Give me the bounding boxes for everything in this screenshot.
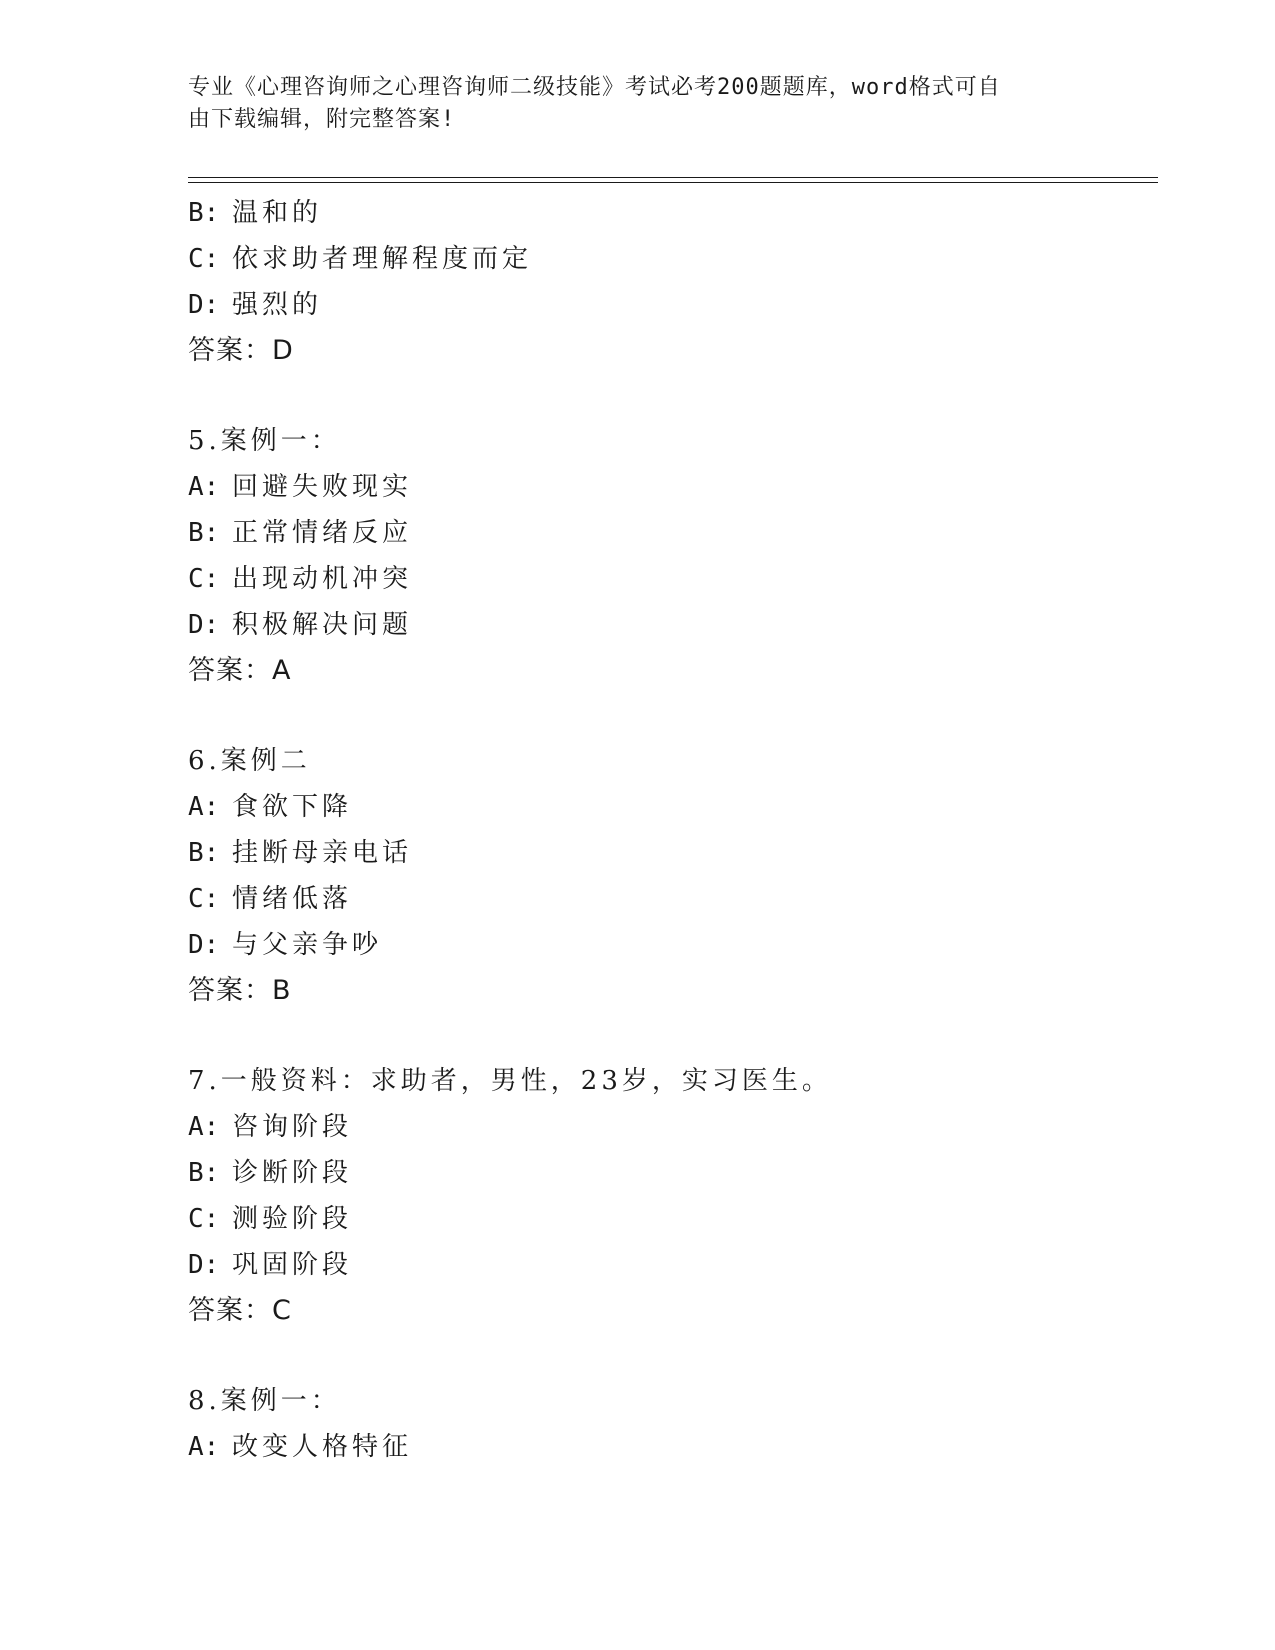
question-6	[188, 738, 1148, 1014]
option-text: 出现动机冲突	[232, 564, 413, 594]
option-text: 测验阶段	[232, 1204, 353, 1234]
option-b	[188, 190, 1148, 236]
option-text: 诊断阶段	[232, 1158, 353, 1188]
option-text: 食欲下降	[232, 792, 353, 822]
option-key: A:	[188, 1112, 220, 1142]
answer-line: 答案：C	[188, 1295, 292, 1326]
option-c	[188, 876, 1148, 922]
option-b	[188, 1150, 1148, 1196]
option-key: A:	[188, 472, 220, 502]
document-header	[188, 72, 1088, 136]
option-text: 依求助者理解程度而定	[232, 244, 533, 274]
option-text: 情绪低落	[232, 884, 353, 914]
option-text: 强烈的	[232, 290, 323, 320]
option-d	[188, 922, 1148, 968]
option-key: B:	[188, 1158, 220, 1188]
option-text: 与父亲争吵	[232, 930, 383, 960]
header-line-1: 专业《心理咨询师之心理咨询师二级技能》考试必考200题题库，word格式可自	[188, 75, 1001, 100]
option-a	[188, 1104, 1148, 1150]
option-text: 挂断母亲电话	[232, 838, 413, 868]
answer-line: 答案：A	[188, 655, 292, 686]
option-b	[188, 510, 1148, 556]
option-key: B:	[188, 518, 220, 548]
option-text: 咨询阶段	[232, 1112, 353, 1142]
option-a	[188, 464, 1148, 510]
option-d	[188, 1242, 1148, 1288]
option-a	[188, 1424, 1148, 1470]
question-partial	[188, 190, 1148, 374]
header-divider-bottom	[188, 182, 1158, 183]
question-5	[188, 418, 1148, 694]
option-d	[188, 602, 1148, 648]
option-c	[188, 236, 1148, 282]
option-key: D:	[188, 930, 220, 960]
question-title: 6.案例二	[188, 746, 311, 776]
question-8	[188, 1378, 1148, 1470]
option-text: 温和的	[232, 198, 323, 228]
question-title: 5.案例一：	[188, 426, 341, 456]
header-divider-top	[188, 177, 1158, 178]
option-text: 巩固阶段	[232, 1250, 353, 1280]
option-key: B:	[188, 198, 220, 228]
option-key: A:	[188, 1432, 220, 1462]
answer-line: 答案：B	[188, 975, 292, 1006]
option-c	[188, 556, 1148, 602]
answer-line: 答案：D	[188, 335, 294, 366]
option-key: D:	[188, 290, 220, 320]
option-key: D:	[188, 1250, 220, 1280]
question-list	[188, 190, 1148, 1470]
option-text: 积极解决问题	[232, 610, 413, 640]
option-key: D:	[188, 610, 220, 640]
option-key: C:	[188, 564, 220, 594]
question-title: 7.一般资料：求助者，男性，23岁，实习医生。	[188, 1066, 832, 1096]
option-text: 回避失败现实	[232, 472, 413, 502]
option-key: B:	[188, 838, 220, 868]
option-a	[188, 784, 1148, 830]
question-title: 8.案例一：	[188, 1386, 341, 1416]
option-text: 改变人格特征	[232, 1432, 413, 1462]
option-key: A:	[188, 792, 220, 822]
option-key: C:	[188, 244, 220, 274]
option-text: 正常情绪反应	[232, 518, 413, 548]
header-line-2: 由下载编辑，附完整答案!	[188, 107, 456, 132]
option-key: C:	[188, 884, 220, 914]
option-key: C:	[188, 1204, 220, 1234]
option-c	[188, 1196, 1148, 1242]
option-b	[188, 830, 1148, 876]
option-d	[188, 282, 1148, 328]
question-7	[188, 1058, 1148, 1334]
